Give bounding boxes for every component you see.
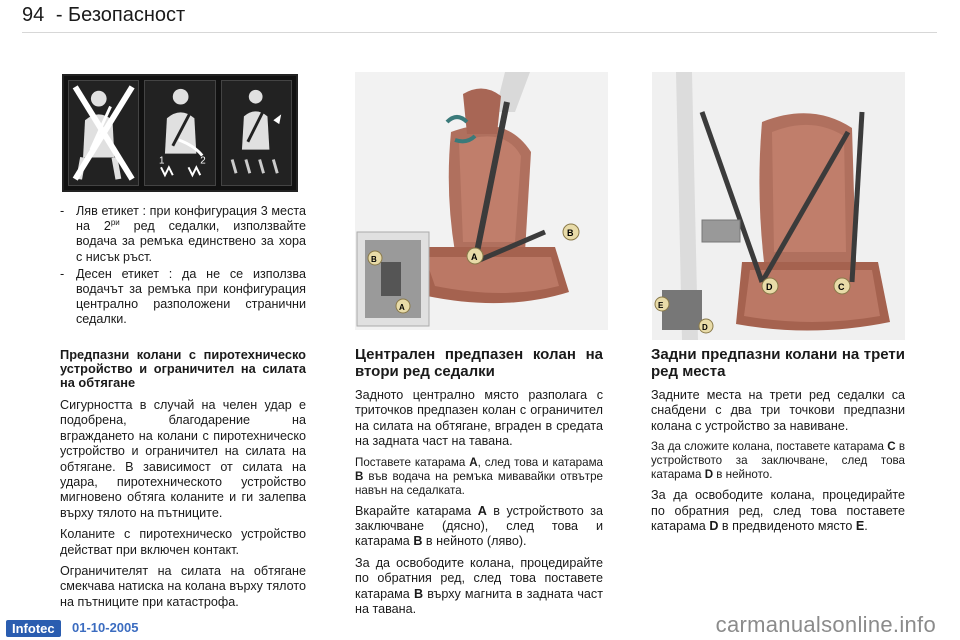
- location-e-ref: E: [855, 519, 865, 534]
- buckle-d-ref: D: [704, 468, 714, 482]
- section-heading-pyrotechnic: Предпазни колани с пиротехническо устройство и ограничител на силата на обтягане: [60, 347, 306, 390]
- p3-text-c-3: в предвиденото място: [718, 519, 856, 534]
- left-label-note: [60, 204, 306, 265]
- p3-text-c: в устройството за заключване (дясно), след това и катарама: [355, 503, 603, 549]
- pictogram-panel-1-2: [144, 80, 215, 186]
- right-label-c: C: [838, 282, 845, 292]
- center-belt-paragraph-4: [355, 556, 603, 618]
- p2-text-c-3: в устройството за заключване, след това катарама: [651, 440, 905, 482]
- buckle-c-ref: C: [887, 440, 896, 454]
- buckle-b-ref-2: B: [413, 534, 423, 549]
- section-heading-center-belt: Централен предпазен колан на втори ред седалки: [355, 346, 603, 380]
- third-row-paragraph-3: [651, 488, 905, 534]
- rear-seats-photo: [652, 72, 905, 340]
- page-number: 94: [22, 4, 45, 26]
- right-label-d: D: [766, 282, 773, 292]
- center-label-a: A: [471, 252, 478, 262]
- buckle-a-ref-2: A: [477, 503, 487, 518]
- center-label-b: B: [567, 228, 574, 238]
- p3-text-d-3: .: [864, 519, 868, 534]
- center-belt-section: [355, 346, 603, 623]
- buckle-b-ref: B: [355, 469, 364, 483]
- p2-text-c: , след това и катарама: [477, 455, 603, 469]
- p4-text-c: върху магнита в задната част на тавана.: [355, 586, 603, 617]
- third-row-paragraph-2: [651, 440, 905, 482]
- page-header: [22, 4, 185, 27]
- inset-label-a: A: [399, 303, 405, 312]
- p3-text-d: в нейното (ляво).: [422, 534, 527, 549]
- pyrotechnic-paragraph-2: Коланите с пиротехническо устройство действат при включен контакт.: [60, 527, 306, 557]
- right-label-e: E: [658, 301, 664, 310]
- header-separator: -: [55, 4, 63, 26]
- watermark: carmanualsonline.info: [715, 612, 936, 637]
- pictogram-panel-no: [68, 80, 139, 186]
- header-divider: [22, 32, 937, 33]
- center-seat-photo: [355, 72, 608, 330]
- center-belt-paragraph-1: Задното централно място разполага с триточков предпазен колан с ограничител на силата на обтягане, вграден в средата на задната част на тавана.: [355, 388, 603, 449]
- left-label-text: Ляв етикет : при конфигурация 3 места на 2: [76, 204, 306, 234]
- right-label-note: [60, 267, 306, 328]
- buckle-d-ref-2: D: [709, 519, 719, 534]
- section-heading-third-row: Задни предпазни колани на трети ред места: [651, 346, 905, 380]
- infotec-logo: Infotec: [6, 620, 61, 637]
- p2-text-a-3: За да сложите колана, поставете катарама: [651, 440, 888, 454]
- page-title: Безопасност: [68, 4, 186, 26]
- belt-guide-pictogram: [62, 74, 298, 192]
- right-label-text: Десен етикет : да не се използва водачът за ремъка при конфигурация централно разположени странични седалки.: [76, 266, 306, 327]
- buckle-b-ref-3: B: [413, 586, 424, 601]
- pyrotechnic-paragraph-1: Сигурността в случай на челен удар е подобрена, благодарение на вграждането на колани с пиротехническо устройство и ограничител на силата на обтягане. В зависимост от силата на удара, пиротехническото устройство мигновено обтяга коланите и ги залепва върху тялото на пътниците.: [60, 398, 306, 520]
- third-row-belts-section: [651, 346, 905, 540]
- p4-text-a: За да освободите колана, процедирайте по обратния ред, след това поставете катарама: [355, 555, 603, 601]
- pyrotechnic-belts-section: [60, 348, 306, 616]
- center-belt-paragraph-3: [355, 504, 603, 550]
- third-row-paragraph-1: Задните места на трети ред седалки са снабдени с два три точкови предпазни колана с устройство за навиване.: [651, 388, 905, 433]
- p3-text-a: Вкарайте катарама: [355, 503, 478, 518]
- pictogram-panel-three-seats: [221, 80, 292, 186]
- p3-text-a-3: За да освободите колана, процедирайте по обратния ред, след това поставете катарама: [651, 488, 905, 534]
- pyrotechnic-paragraph-3: Ограничителят на силата на обтягане смекчава натиска на колана върху тялото на пътниците при катастрофа.: [60, 564, 306, 609]
- center-belt-paragraph-2: [355, 456, 603, 498]
- pictogram-label-2: 2: [200, 155, 207, 167]
- pictogram-label-1: 1: [159, 155, 165, 167]
- left-label-sup: ри: [110, 218, 120, 228]
- label-notes: [60, 204, 306, 330]
- inset-label-b: B: [371, 255, 377, 264]
- left-label-text-rest: ред седалки, използвайте водача за ремъка единствено за хора с нисък ръст.: [76, 219, 306, 264]
- p2-text-a: Поставете катарама: [355, 455, 470, 469]
- footer-date: 01-10-2005: [72, 620, 139, 635]
- buckle-a-ref: A: [469, 455, 478, 469]
- p2-text-d-3: в нейното.: [713, 468, 773, 482]
- right-label-d2: D: [702, 323, 708, 332]
- p2-text-d: във водача на ремъка мивавайки отвътре навън на седалката.: [355, 469, 603, 497]
